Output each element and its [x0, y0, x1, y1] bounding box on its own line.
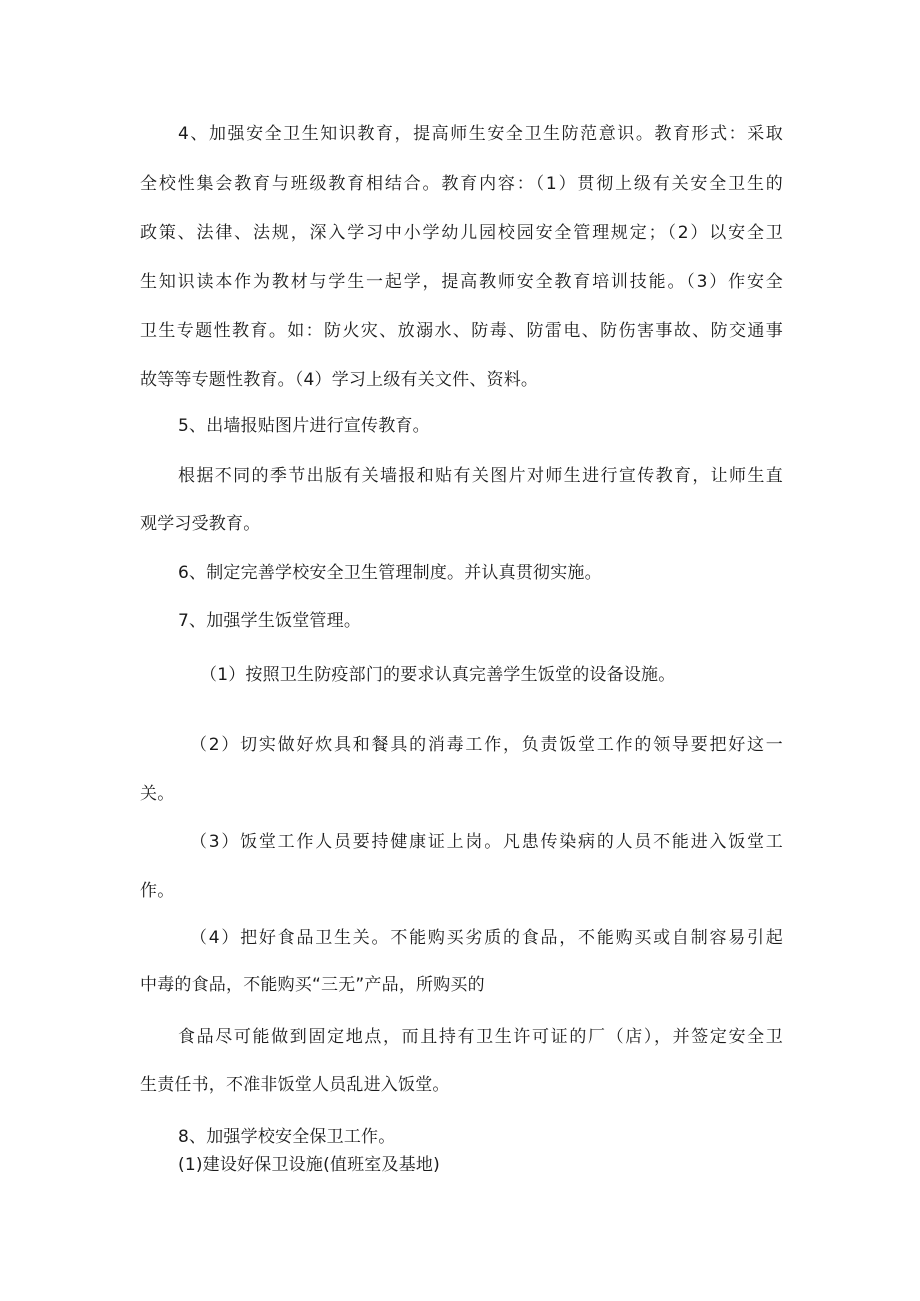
item-7-4-line-4: 生责任书，不准非饭堂人员乱进入饭堂。	[140, 1075, 450, 1095]
paragraph-4-line-2: 全校性集会教育与班级教育相结合。教育内容：（1）贯彻上级有关安全卫生的	[140, 174, 783, 194]
item-7-1: （1）按照卫生防疫部门的要求认真完善学生饭堂的设备设施。	[200, 665, 676, 685]
paragraph-4-line-4: 生知识读本作为教材与学生一起学，提高教师安全教育培训技能。（3）作安全	[140, 272, 783, 292]
item-7-2-line-2: 关。	[140, 784, 175, 804]
paragraph-5-line-2: 观学习受教育。	[140, 514, 261, 534]
heading-5: 5、出墙报贴图片进行宣传教育。	[178, 416, 430, 436]
heading-7: 7、加强学生饭堂管理。	[178, 611, 362, 631]
item-8-1: (1)建设好保卫设施(值班室及基地)	[178, 1155, 440, 1175]
heading-6: 6、制定完善学校安全卫生管理制度。并认真贯彻实施。	[178, 563, 602, 583]
item-7-2-line-1: （2）切实做好炊具和餐具的消毒工作，负责饭堂工作的领导要把好这一	[190, 735, 783, 755]
paragraph-4-line-5: 卫生专题性教育。如：防火灾、放溺水、防毒、防雷电、防伤害事故、防交通事	[140, 321, 783, 341]
item-7-4-line-1: （4）把好食品卫生关。不能购买劣质的食品，不能购买或自制容易引起	[190, 928, 783, 948]
item-7-3-line-2: 作。	[140, 881, 175, 901]
item-7-3-line-1: （3）饭堂工作人员要持健康证上岗。凡患传染病的人员不能进入饭堂工	[190, 832, 783, 852]
paragraph-4-line-1: 4、加强安全卫生知识教育，提高师生安全卫生防范意识。教育形式：采取	[178, 124, 783, 144]
item-7-4-line-3: 食品尽可能做到固定地点，而且持有卫生许可证的厂（店），并签定安全卫	[178, 1027, 783, 1047]
item-7-4-line-2: 中毒的食品，不能购买“三无”产品，所购买的	[140, 975, 485, 995]
paragraph-4-line-3: 政策、法律、法规，深入学习中小学幼儿园校园安全管理规定；（2）以安全卫	[140, 223, 783, 243]
paragraph-4-line-6: 故等等专题性教育。（4）学习上级有关文件、资料。	[140, 370, 539, 390]
paragraph-5-line-1: 根据不同的季节出版有关墙报和贴有关图片对师生进行宣传教育，让师生直	[178, 466, 783, 486]
heading-8: 8、加强学校安全保卫工作。	[178, 1127, 396, 1147]
